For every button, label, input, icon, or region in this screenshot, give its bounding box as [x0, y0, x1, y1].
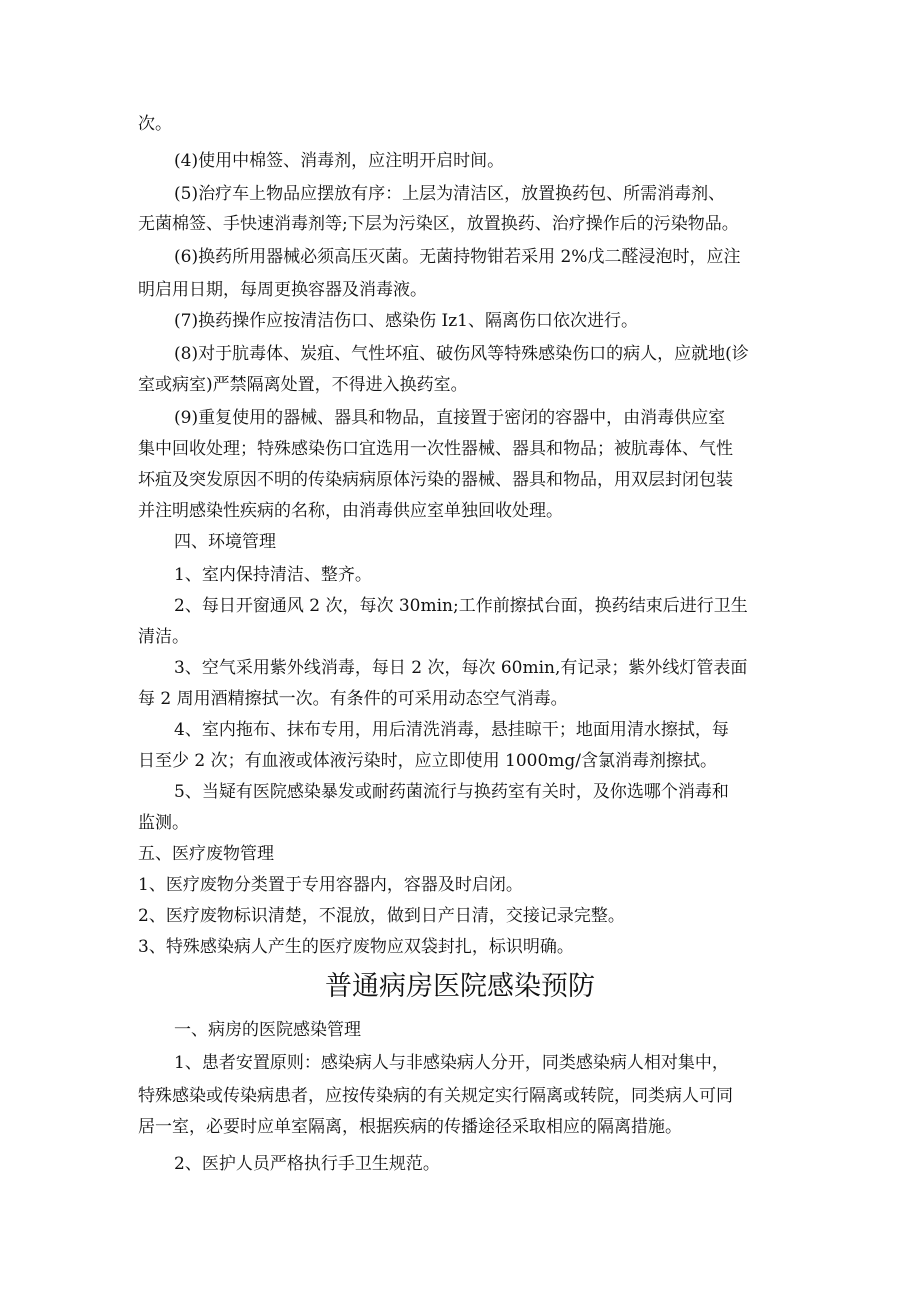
text-line: 室或病室)严禁隔离处置，不得进入换药室。 [138, 375, 468, 395]
text-line: (5)治疗车上物品应摆放有序：上层为清洁区，放置换药包、所需消毒剂、 [174, 184, 726, 204]
text-line: (6)换药所用器械必须高压灭菌。无菌持物钳若采用 2%戊二醛浸泡时，应注 [174, 247, 741, 267]
text-line: 每 2 周用酒精擦拭一次。有条件的可采用动态空气消毒。 [138, 689, 568, 709]
text-line: 无菌棉签、手快速消毒剂等;下层为污染区，放置换药、治疗操作后的污染物品。 [138, 214, 739, 234]
text-line: 明启用日期，每周更换容器及消毒液。 [138, 280, 427, 300]
text-line: 坏疽及突发原因不明的传染病病原体污染的器械、器具和物品，用双层封闭包装 [138, 470, 733, 490]
text-line: (9)重复使用的器械、器具和物品，直接置于密闭的容器中，由消毒供应室 [174, 408, 726, 428]
section-heading: 四、环境管理 [174, 532, 276, 552]
text-line: 1、患者安置原则：感染病人与非感染病人分开，同类感染病人相对集中， [174, 1053, 729, 1073]
text-line: 2、医护人员严格执行手卫生规范。 [174, 1154, 440, 1174]
text-line: 2、医疗废物标识清楚，不混放，做到日产日清，交接记录完整。 [138, 906, 625, 926]
text-line: 3、特殊感染病人产生的医疗废物应双袋封扎，标识明确。 [138, 937, 574, 957]
text-line: 监测。 [138, 813, 189, 833]
text-line: 居一室，必要时应单室隔离，根据疾病的传播途径采取相应的隔离措施。 [138, 1117, 682, 1137]
text-line: 集中回收处理；特殊感染伤口宜选用一次性器械、器具和物品；被肮毒体、气性 [138, 439, 733, 459]
text-line: (7)换药操作应按清洁伤口、感染伤 Iz1、隔离伤口依次进行。 [174, 311, 638, 331]
section-heading: 一、病房的医院感染管理 [174, 1020, 361, 1040]
section-title: 普通病房医院感染预防 [325, 971, 595, 1002]
text-line: 特殊感染或传染病患者，应按传染病的有关规定实行隔离或转院，同类病人可同 [138, 1086, 733, 1106]
section-heading: 五、医疗废物管理 [138, 844, 274, 864]
text-line: 次。 [138, 114, 172, 134]
text-line: 4、室内拖布、抹布专用，用后清洗消毒，悬挂晾干；地面用清水擦拭，每 [174, 720, 729, 740]
text-line: 5、当疑有医院感染暴发或耐药菌流行与换药室有关时，及你选哪个消毒和 [174, 782, 729, 802]
text-line: (8)对于肮毒体、炭疽、气性坏疽、破伤风等特殊感染伤口的病人，应就地(诊 [174, 344, 749, 364]
text-line: 日至少 2 次；有血液或体液污染时，应立即使用 1000mg/含氯消毒剂擦拭。 [138, 751, 718, 771]
text-line: 3、空气采用紫外线消毒，每日 2 次，每次 60min,有记录；紫外线灯管表面 [174, 658, 748, 678]
text-line: 并注明感染性疾病的名称，由消毒供应室单独回收处理。 [138, 501, 563, 521]
text-line: 1、室内保持清洁、整齐。 [174, 565, 372, 585]
text-line: 1、医疗废物分类置于专用容器内，容器及时启闭。 [138, 875, 523, 895]
text-line: 清洁。 [138, 627, 189, 647]
text-line: 2、每日开窗通风 2 次，每次 30min;工作前擦拭台面，换药结束后进行卫生 [174, 596, 748, 616]
text-line: (4)使用中棉签、消毒剂，应注明开启时间。 [174, 151, 505, 171]
